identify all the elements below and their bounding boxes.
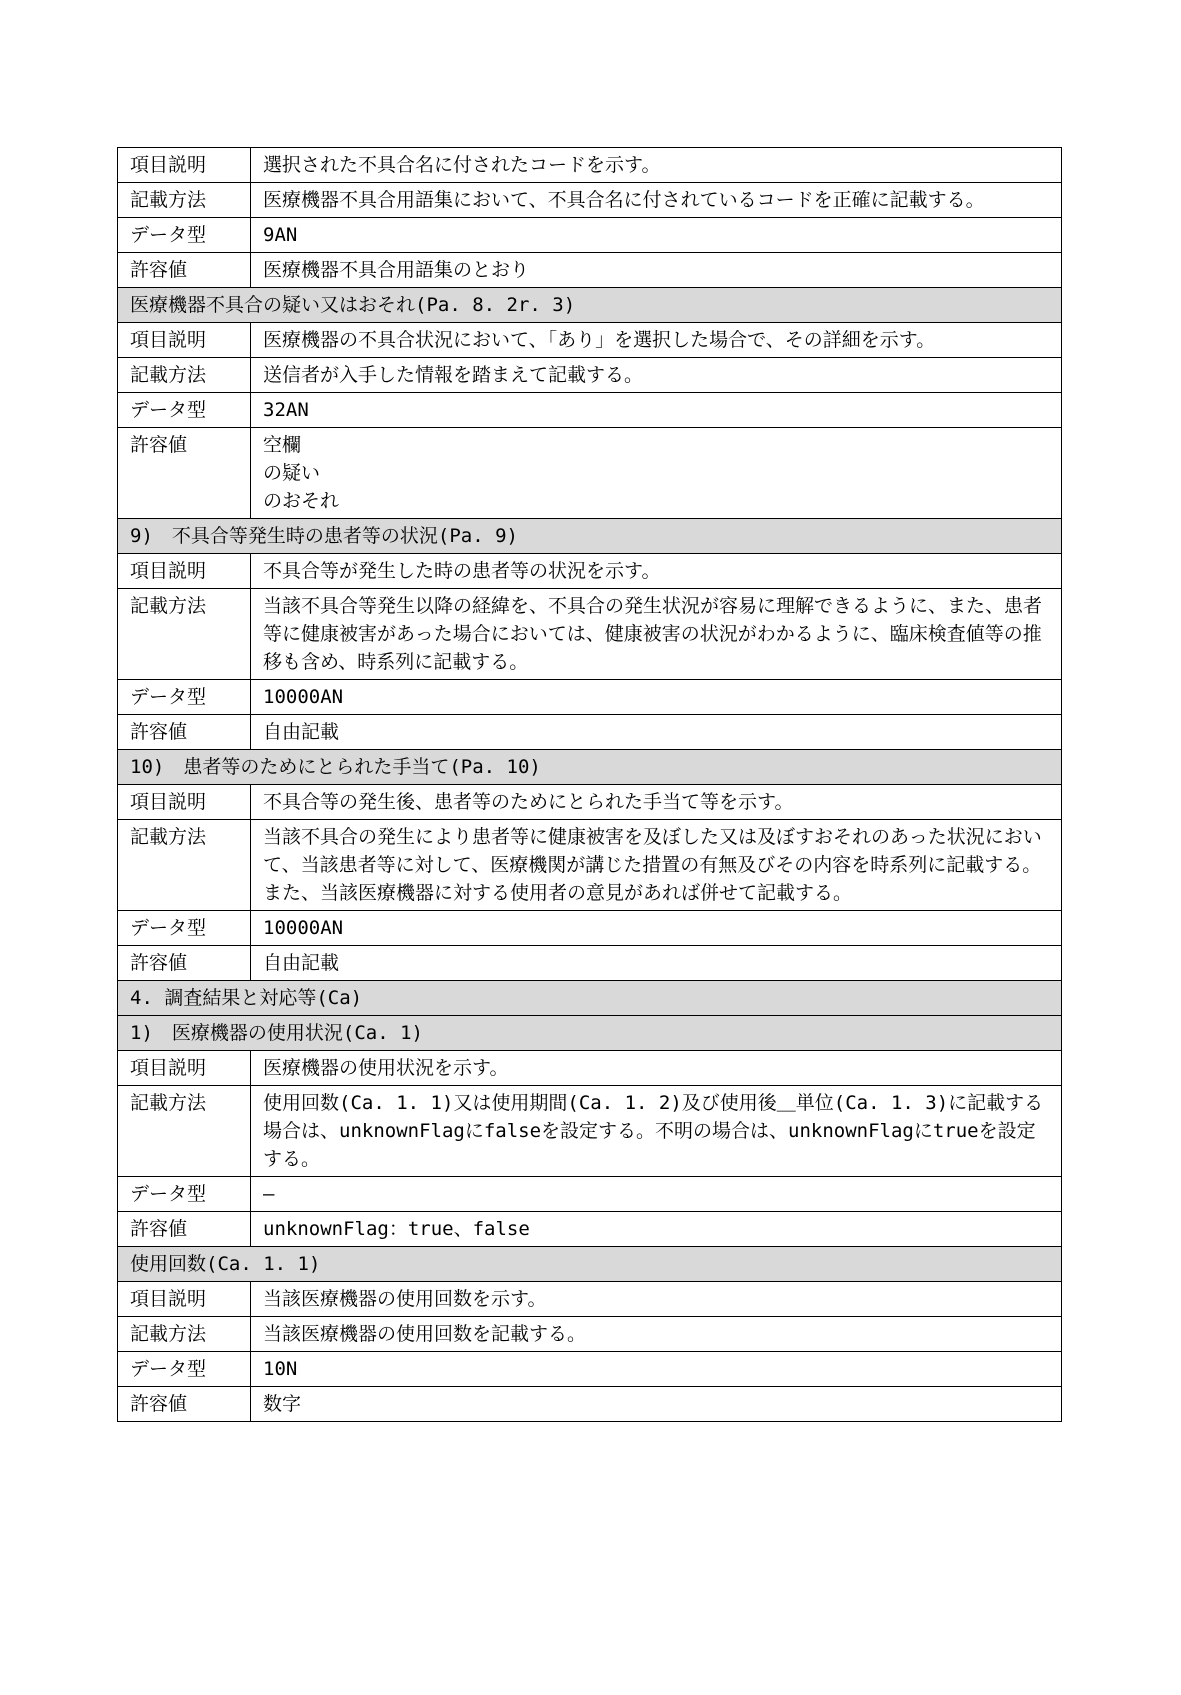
field-value: 数字: [251, 1387, 1062, 1422]
field-value: 送信者が入手した情報を踏まえて記載する。: [251, 358, 1062, 393]
field-label: データ型: [118, 393, 251, 428]
field-value: 使用回数(Ca. 1. 1)又は使用期間(Ca. 1. 2)及び使用後＿単位(Ca. 1. 3)に記載する場合は、unknownFlagにfalseを設定する。不明の場合は、unknownFlagにtrueを設定する。: [251, 1086, 1062, 1177]
field-row: [118, 1352, 1062, 1387]
field-row: [118, 1212, 1062, 1247]
field-row: [118, 1051, 1062, 1086]
field-value: 9AN: [251, 218, 1062, 253]
field-label: 許容値: [118, 1387, 251, 1422]
field-row: [118, 1086, 1062, 1177]
field-value: 10000AN: [251, 680, 1062, 715]
field-row: [118, 323, 1062, 358]
field-label: 記載方法: [118, 820, 251, 911]
field-row: [118, 785, 1062, 820]
field-value: 自由記載: [251, 715, 1062, 750]
section-header-row: [118, 750, 1062, 785]
field-label: 記載方法: [118, 183, 251, 218]
field-label: データ型: [118, 680, 251, 715]
field-value: 不具合等が発生した時の患者等の状況を示す。: [251, 554, 1062, 589]
field-value: 当該不具合等発生以降の経緯を、不具合の発生状況が容易に理解できるように、また、患者等に健康被害があった場合においては、健康被害の状況がわかるように、臨床検査値等の推移も含め、時系列に記載する。: [251, 589, 1062, 680]
field-value: 当該医療機器の使用回数を記載する。: [251, 1317, 1062, 1352]
field-label: 許容値: [118, 715, 251, 750]
field-row: [118, 589, 1062, 680]
section-header-row: [118, 519, 1062, 554]
field-value: 医療機器の不具合状況において、「あり」を選択した場合で、その詳細を示す。: [251, 323, 1062, 358]
section-header-row: [118, 981, 1062, 1016]
field-label: 項目説明: [118, 1051, 251, 1086]
field-row: [118, 946, 1062, 981]
field-value: 当該不具合の発生により患者等に健康被害を及ぼした又は及ぼすおそれのあった状況において、当該患者等に対して、医療機関が講じた措置の有無及びその内容を時系列に記載する。また、当該医療機器に対する使用者の意見があれば併せて記載する。: [251, 820, 1062, 911]
field-row: [118, 428, 1062, 519]
field-row: [118, 183, 1062, 218]
field-value: 当該医療機器の使用回数を示す。: [251, 1282, 1062, 1317]
section-title: 医療機器不具合の疑い又はおそれ(Pa. 8. 2r. 3): [118, 288, 1062, 323]
field-row: [118, 1177, 1062, 1212]
field-row: [118, 393, 1062, 428]
field-label: 記載方法: [118, 1317, 251, 1352]
field-value: 32AN: [251, 393, 1062, 428]
field-label: データ型: [118, 1177, 251, 1212]
section-header-row: [118, 288, 1062, 323]
field-label: データ型: [118, 218, 251, 253]
field-label: 項目説明: [118, 785, 251, 820]
section-title: 10) 患者等のためにとられた手当て(Pa. 10): [118, 750, 1062, 785]
section-title: 4. 調査結果と対応等(Ca): [118, 981, 1062, 1016]
section-title: 使用回数(Ca. 1. 1): [118, 1247, 1062, 1282]
field-row: [118, 358, 1062, 393]
field-label: データ型: [118, 1352, 251, 1387]
field-value: 医療機器不具合用語集において、不具合名に付されているコードを正確に記載する。: [251, 183, 1062, 218]
field-row: [118, 911, 1062, 946]
field-label: 許容値: [118, 428, 251, 519]
field-row: [118, 148, 1062, 183]
field-row: [118, 680, 1062, 715]
field-label: 許容値: [118, 253, 251, 288]
section-title: 9) 不具合等発生時の患者等の状況(Pa. 9): [118, 519, 1062, 554]
field-value: 10N: [251, 1352, 1062, 1387]
specification-table: [117, 147, 1062, 1422]
field-value: 空欄 の疑い のおそれ: [251, 428, 1062, 519]
field-row: [118, 1282, 1062, 1317]
field-label: 許容値: [118, 946, 251, 981]
field-value: 選択された不具合名に付されたコードを示す。: [251, 148, 1062, 183]
field-label: 項目説明: [118, 323, 251, 358]
field-value: ―: [251, 1177, 1062, 1212]
field-label: データ型: [118, 911, 251, 946]
field-label: 項目説明: [118, 554, 251, 589]
field-row: [118, 820, 1062, 911]
section-title: 1) 医療機器の使用状況(Ca. 1): [118, 1016, 1062, 1051]
field-row: [118, 1317, 1062, 1352]
section-header-row: [118, 1016, 1062, 1051]
field-value: 不具合等の発生後、患者等のためにとられた手当て等を示す。: [251, 785, 1062, 820]
field-label: 記載方法: [118, 1086, 251, 1177]
field-label: 記載方法: [118, 589, 251, 680]
field-row: [118, 554, 1062, 589]
field-label: 許容値: [118, 1212, 251, 1247]
field-value: 医療機器の使用状況を示す。: [251, 1051, 1062, 1086]
field-value: 自由記載: [251, 946, 1062, 981]
field-label: 記載方法: [118, 358, 251, 393]
field-row: [118, 1387, 1062, 1422]
field-value: 医療機器不具合用語集のとおり: [251, 253, 1062, 288]
field-row: [118, 715, 1062, 750]
field-label: 項目説明: [118, 148, 251, 183]
field-value: unknownFlag：true、false: [251, 1212, 1062, 1247]
field-row: [118, 218, 1062, 253]
field-row: [118, 253, 1062, 288]
specification-table-body: [118, 148, 1062, 1422]
field-label: 項目説明: [118, 1282, 251, 1317]
section-header-row: [118, 1247, 1062, 1282]
field-value: 10000AN: [251, 911, 1062, 946]
